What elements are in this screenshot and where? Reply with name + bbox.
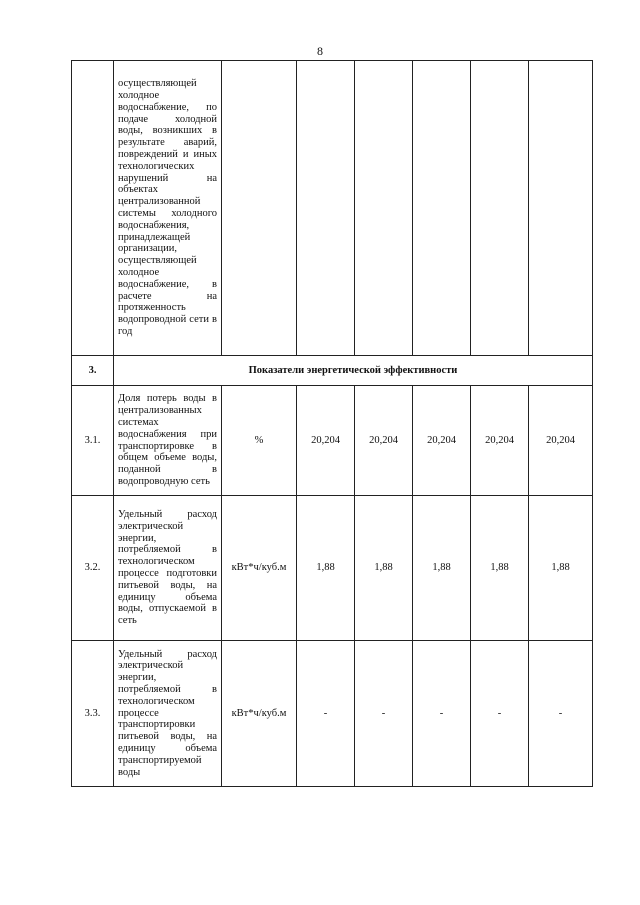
row-value — [297, 61, 355, 356]
table-row — [72, 386, 593, 496]
row-unit — [222, 61, 297, 356]
row-number — [72, 61, 114, 356]
row-value — [413, 61, 471, 356]
row-value: 1,88 — [529, 496, 593, 641]
row-unit: кВт*ч/куб.м — [222, 496, 297, 641]
row-unit: % — [222, 386, 297, 496]
row-value — [355, 61, 413, 356]
row-value: - — [471, 641, 529, 787]
row-value: - — [355, 641, 413, 787]
row-number: 3.1. — [72, 386, 114, 496]
table-row-continuation — [72, 61, 593, 356]
row-description: Доля потерь воды в централизованных системах водоснабжения при транспортировке в общем объеме воды, поданной в водопроводную сеть — [114, 386, 222, 496]
row-value: 20,204 — [297, 386, 355, 496]
row-description: осуществляющей холодное водоснабжение, по подаче холодной воды, возникших в результате аварий, повреждений и иных технологических нарушений на объектах централизованной системы холодного водоснабжения, принадлежащей организации, осуществляющей холодное водоснабжение, в расчете на протяженность водопроводной сети в год — [114, 61, 222, 356]
row-value: 20,204 — [529, 386, 593, 496]
row-value: - — [297, 641, 355, 787]
row-value: 1,88 — [297, 496, 355, 641]
row-value: 1,88 — [471, 496, 529, 641]
row-number: 3.2. — [72, 496, 114, 641]
indicators-table — [71, 60, 593, 787]
row-value: 20,204 — [471, 386, 529, 496]
section-number: 3. — [72, 356, 114, 386]
row-value: 20,204 — [413, 386, 471, 496]
row-value: - — [413, 641, 471, 787]
row-description: Удельный расход электрической энергии, потребляемой в технологическом процессе подготовки питьевой воды, на единицу объема воды, отпускаемой в сеть — [114, 496, 222, 641]
page-number: 8 — [317, 44, 323, 58]
table-row — [72, 641, 593, 787]
row-value: 1,88 — [413, 496, 471, 641]
row-value: 20,204 — [355, 386, 413, 496]
table-row — [72, 496, 593, 641]
section-header-row — [72, 356, 593, 386]
row-value — [529, 61, 593, 356]
section-title: Показатели энергетической эффективности — [114, 356, 593, 386]
row-value — [471, 61, 529, 356]
row-value: 1,88 — [355, 496, 413, 641]
row-unit: кВт*ч/куб.м — [222, 641, 297, 787]
row-description: Удельный расход электрической энергии, потребляемой в технологическом процессе транспортировки питьевой воды, на единицу объема транспортируемой воды — [114, 641, 222, 787]
row-number: 3.3. — [72, 641, 114, 787]
row-value: - — [529, 641, 593, 787]
